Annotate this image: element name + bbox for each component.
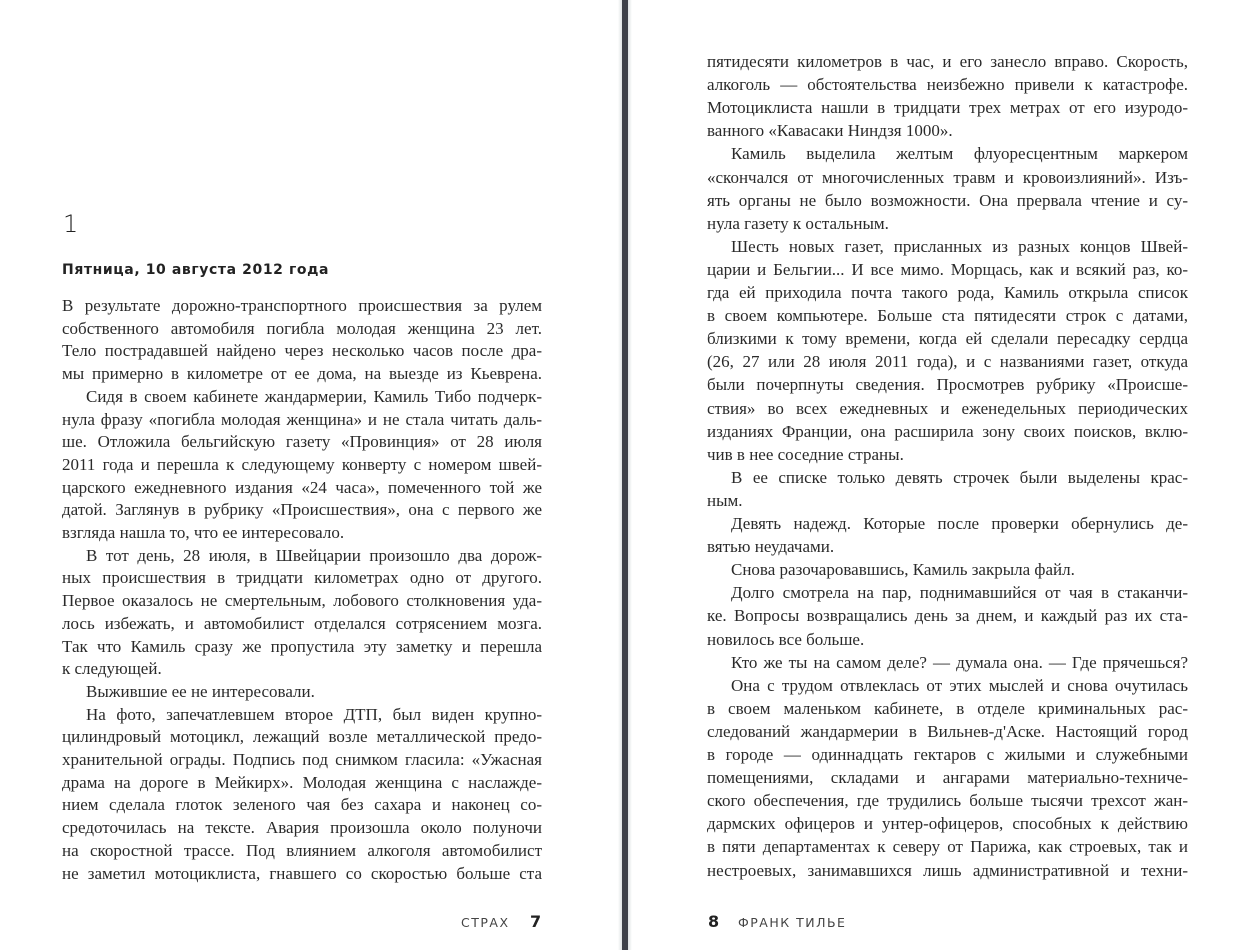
text-line: нула фразу «погибла молодая женщина» и не стала читать даль- bbox=[62, 409, 542, 429]
text-line: изданиях Франции, она расширила зону своих поисков, вклю- bbox=[707, 421, 1188, 441]
text-line: датой. Заглянув в рубрику «Происшествия», она с первого же bbox=[62, 500, 542, 520]
text-line: в своем компьютере. Больше ста пятидесяти строк с датами, bbox=[707, 306, 1188, 326]
text-line: Так что Камиль сразу же пропустила эту заметку и перешла bbox=[62, 636, 542, 656]
text-line: Камиль выделила желтым флуоресцентным маркером bbox=[731, 144, 1188, 164]
text-line: ять органы не было возможности. Она прервала чтение и су- bbox=[707, 190, 1188, 210]
text-line: В тот день, 28 июля, в Швейцарии произошло два дорож- bbox=[86, 545, 542, 565]
text-line: ке. Вопросы возвращались день за днем, и каждый раз их ста- bbox=[707, 606, 1188, 626]
text-line: цилиндровый мотоцикл, лежащий возле металлической предо- bbox=[62, 727, 542, 747]
text-line: алкоголь — обстоятельства неизбежно привели к катастрофе. bbox=[707, 75, 1188, 95]
text-line: ствия» во всех ежедневных и еженедельных периодических bbox=[707, 398, 1188, 418]
text-line: новилось все больше. bbox=[707, 629, 865, 649]
text-line: чив в нее соседние страны. bbox=[707, 444, 904, 464]
text-line: ных происшествия в тридцати километрах одно от другого. bbox=[62, 568, 542, 588]
text-line: гда ей приходила почта такого рода, Камиль открыла список bbox=[707, 283, 1188, 302]
text-line: нула газету к остальным. bbox=[707, 213, 889, 233]
text-line: Выжившие ее не интересовали. bbox=[86, 681, 315, 701]
text-line: В ее списке только девять строчек были выделены крас- bbox=[731, 467, 1188, 487]
text-line: нием сделала глоток зеленого чая без сахара и наконец со- bbox=[62, 795, 542, 815]
text-line: Тело пострадавшей найдено через несколько часов после дра- bbox=[62, 341, 542, 361]
text-line: (26, 27 или 28 июля 2011 года), и с названиями газет, откуда bbox=[707, 352, 1188, 372]
left-page bbox=[0, 0, 620, 950]
text-line: мы примерно в километре от ее дома, на выезде из Кьеврена. bbox=[62, 364, 542, 384]
text-line: царии и Бельгии... И все мимо. Морщась, как и всякий раз, ко- bbox=[707, 259, 1188, 279]
text-line: пятидесяти километров в час, и его занесло вправо. Скорость, bbox=[707, 52, 1188, 71]
page-number: 8 bbox=[708, 912, 720, 931]
text-line: Снова разочаровавшись, Камиль закрыла файл. bbox=[731, 560, 1075, 580]
text-line: не заметил мотоциклиста, гнавшего со скоростью больше ста bbox=[62, 863, 542, 883]
text-line: в пяти департаментах к северу от Парижа, как строевых, так и bbox=[707, 837, 1188, 857]
text-line: взгляда нашла то, что ее интересовало. bbox=[62, 523, 345, 542]
text-line: лось избежать, и автомобилист отделался сотрясением мозга. bbox=[62, 613, 542, 633]
text-line: Шесть новых газет, присланных из разных концов Швей- bbox=[731, 236, 1188, 256]
text-line: Она с трудом отвлеклась от этих мыслей и снова очутилась bbox=[731, 675, 1188, 695]
text-line: хранительной ограды. Подпись под снимком гласила: «Ужасная bbox=[62, 750, 542, 769]
text-line: средоточилась на тексте. Авария произошла около полуночи bbox=[62, 818, 542, 838]
text-line: царского ежедневного издания «24 часа», помеченного той же bbox=[62, 477, 542, 497]
text-line: в своем маленьком кабинете, в отделе криминальных рас- bbox=[707, 698, 1188, 718]
text-line: были почерпнуты сведения. Просмотрев рубрику «Происше- bbox=[707, 375, 1188, 395]
text-line: ванного «Кавасаки Ниндзя 1000». bbox=[707, 121, 953, 141]
right-page bbox=[630, 0, 1250, 950]
text-line: 2011 года и перешла к следующему конверту с номером швей- bbox=[62, 454, 542, 474]
text-line: нестроевых, занимавшихся лишь административной и техни- bbox=[707, 860, 1188, 880]
chapter-number: 1 bbox=[63, 210, 79, 238]
text-line: Мотоциклиста нашли в тридцати трех метрах от его изуродо- bbox=[707, 98, 1188, 118]
text-line: в городе — одиннадцать гектаров с жилыми и служебными bbox=[707, 745, 1188, 764]
text-line: Кто же ты на самом деле? — думала она. — Где прячешься? bbox=[731, 652, 1188, 672]
text-line: на скоростной трассе. Под влиянием алкоголя автомобилист bbox=[62, 840, 542, 860]
text-line: Долго смотрела на пар, поднимавшийся от чая в стаканчи- bbox=[731, 583, 1188, 603]
text-line: В результате дорожно-транспортного происшествия за рулем bbox=[62, 296, 542, 315]
text-line: Первое оказалось не смертельным, лобового столкновения уда- bbox=[62, 591, 542, 611]
text-line: На фото, запечатлевшем второе ДТП, был виден крупно- bbox=[86, 704, 542, 724]
text-line: драма на дороге в Мейкирх». Молодая женщина с наслажде- bbox=[62, 772, 542, 792]
running-title: ФРАНК ТИЛЬЕ bbox=[738, 915, 847, 930]
text-line: «скончался от многочисленных травм и кровоизлияний». Изъ- bbox=[707, 167, 1188, 187]
running-title: СТРАХ bbox=[461, 915, 510, 930]
text-line: ше. Отложила бельгийскую газету «Провинция» от 28 июля bbox=[62, 432, 542, 452]
chapter-date-heading: Пятница, 10 августа 2012 года bbox=[62, 262, 330, 278]
text-line: следований жандармерии в Вильнев-д'Аске. Настоящий город bbox=[707, 721, 1188, 741]
page-number: 7 bbox=[530, 912, 542, 931]
text-line: близкими к тому времени, когда ей сделали пересадку сердца bbox=[707, 329, 1188, 349]
text-line: вятью неудачами. bbox=[707, 537, 835, 557]
text-line: помещениями, складами и ангарами материально-техниче- bbox=[707, 768, 1188, 788]
text-line: к следующей. bbox=[62, 659, 162, 679]
text-line: Сидя в своем кабинете жандармерии, Камиль Тибо подчерк- bbox=[86, 386, 542, 406]
text-line: собственного автомобиля погибла молодая женщина 23 лет. bbox=[62, 318, 542, 338]
text-line: ского обеспечения, где трудились больше тысячи трехсот жан- bbox=[707, 791, 1188, 811]
text-line: ным. bbox=[707, 490, 743, 510]
text-line: Девять надежд. Которые после проверки обернулись де- bbox=[731, 514, 1188, 533]
text-line: дармских офицеров и унтер-офицеров, способных к действию bbox=[707, 814, 1188, 834]
